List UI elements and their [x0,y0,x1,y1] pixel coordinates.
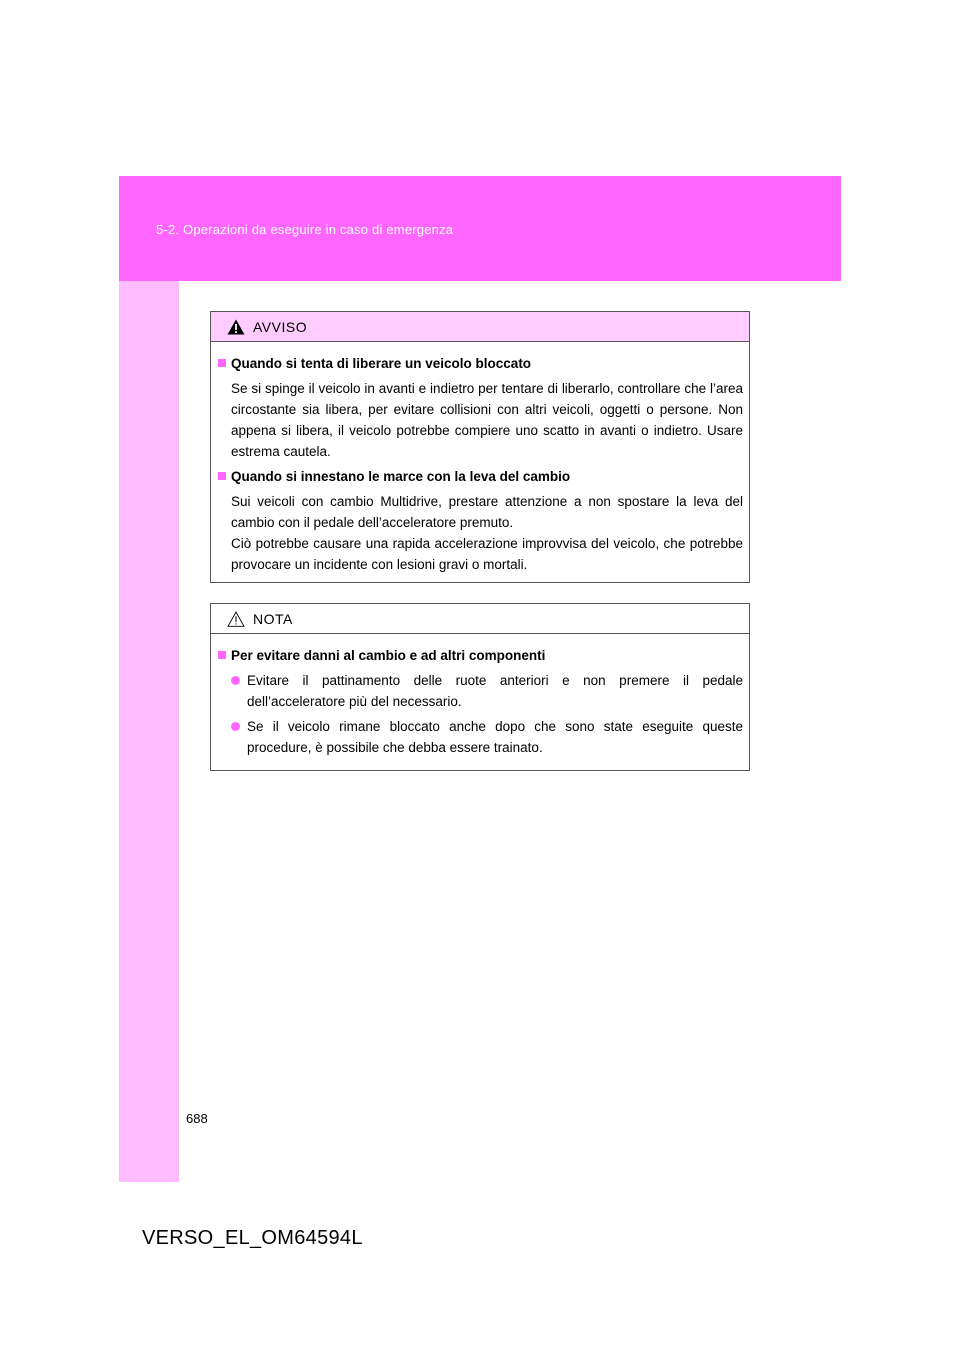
warning-title: AVVISO [253,318,308,335]
section-title: 5-2. Operazioni da eseguire in caso di emergenza [156,222,454,237]
note-heading [217,645,743,666]
warning-paragraph: Sui veicoli con cambio Multidrive, prestare attenzione a non spostare la leva del cambio con il pedale dell’acceleratore premuto. [231,494,743,530]
section-header-band [119,176,841,281]
heading-text: Quando si tenta di liberare un veicolo bloccato [231,356,532,371]
round-bullet-icon [231,676,240,685]
note-box-body [211,634,749,758]
warning-triangle-outline-icon [227,611,245,627]
warning-paragraph: Ciò potrebbe causare una rapida accelerazione improvvisa del veicolo, che potrebbe provocare un incidente con lesioni gravi o mortali. [231,536,743,572]
document-code: VERSO_EL_OM64594L [142,1227,363,1249]
page-number: 688 [186,1111,208,1126]
square-bullet-icon [218,359,226,367]
note-box-header [211,604,749,634]
warning-section-heading [217,353,743,374]
side-margin-strip [119,281,179,1182]
warning-box-body [211,342,749,575]
warning-box [210,311,750,583]
round-bullet-icon [231,722,240,731]
warning-paragraph: Se si spinge il veicolo in avanti e indietro per tentare di liberarlo, controllare che l’area circostante sia libera, per evitare collisioni con altri veicoli, oggetti o persone. Non appena si libera, il veicolo potrebbe compiere uno scatto in avanti o indietro. Usare estrema cautela. [231,381,743,459]
list-item-text: Evitare il pattinamento delle ruote anteriori e non premere il pedale dell’acceleratore più del necessario. [247,673,743,709]
list-item-text: Se il veicolo rimane bloccato anche dopo che sono state eseguite queste procedure, è possibile che debba essere trainato. [247,719,743,755]
square-bullet-icon [218,472,226,480]
warning-section-heading [217,466,743,487]
heading-text: Per evitare danni al cambio e ad altri componenti [231,648,546,663]
warning-triangle-filled-icon [227,319,245,335]
list-item [217,670,743,712]
note-box [210,603,750,771]
warning-box-header [211,312,749,342]
heading-text: Quando si innestano le marce con la leva del cambio [231,469,571,484]
square-bullet-icon [218,651,226,659]
list-item [217,716,743,758]
note-title: NOTA [253,610,293,627]
